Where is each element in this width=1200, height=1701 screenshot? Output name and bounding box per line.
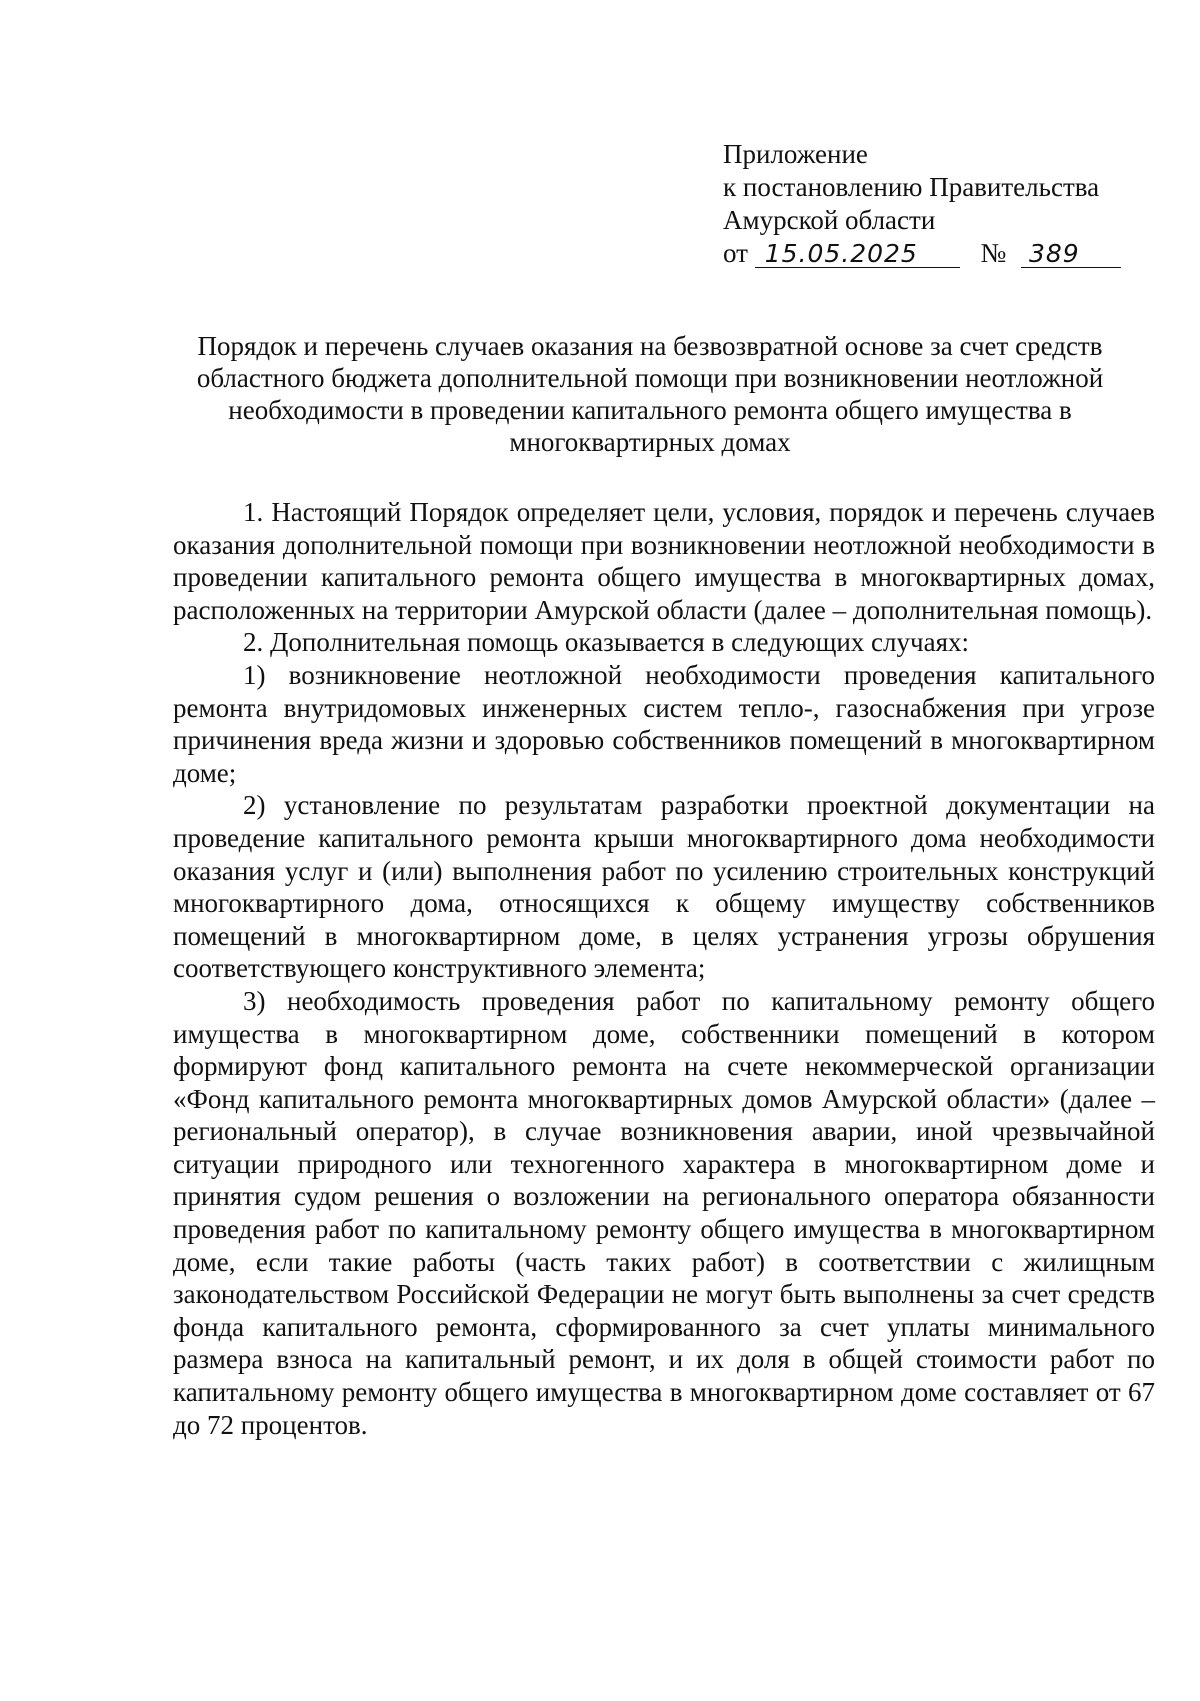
title-line-4: многоквартирных домах [509,427,791,457]
paragraph-case-1: 1) возникновение неотложной необходимости проведения капитального ремонта внутридомовых инженерных систем тепло-, газоснабжения при угрозе причинения вреда жизни и здоровью собственников помещений в многоквартирном доме; [173,659,1155,788]
handwritten-date: 15.05.2025 [755,241,960,268]
appendix-date-number-line [723,237,1121,270]
paragraph-2: 2. Дополнительная помощь оказывается в следующих случаях: [243,627,969,658]
appendix-reference: к постановлению Правительства [723,172,1100,202]
date-prefix: от [723,238,748,268]
title-line-3: необходимости в проведении капитального ремонта общего имущества в [228,395,1072,425]
appendix-header [723,138,1121,270]
paragraph-case-2: 2) установление по результатам разработки проектной документации на проведение капитального ремонта крыши многоквартирного дома необходимости оказания услуг и (или) выполнения работ по усилению строительных конструкций многоквартирного дома, относящихся к общему имуществу собственников помещений в многоквартирном доме, в целях устранения угрозы обрушения соответствующего конструктивного элемента; [173,790,1155,984]
paragraph-case-3: 3) необходимость проведения работ по капитальному ремонту общего имущества в многоквартирном доме, собственники помещений в котором формируют фонд капитального ремонта на счете некоммерческой организации «Фонд капитального ремонта многоквартирных домов Амурской области» (далее – региональный оператор), в случае возникновения аварии, иной чрезвычайной ситуации природного или техногенного характера в многоквартирном доме и принятия судом решения о возложении на регионального оператора обязанности проведения работ по капитальному ремонту общего имущества в многоквартирном доме, если такие работы (часть таких работ) в соответствии с жилищным законодательством Российской Федерации не могут быть выполнены за счет средств фонда капитального ремонта, сформированного за счет уплаты минимального размера взноса на капитальный ремонт, и их доля в общей стоимости работ по капитальному ремонту общего имущества в многоквартирном доме составляет от 67 до 72 процентов. [173,985,1155,1440]
title-line-2: областного бюджета дополнительной помощи при возникновении неотложной [196,363,1104,393]
number-sign: № [980,238,1007,268]
paragraph-1: 1. Настоящий Порядок определяет цели, условия, порядок и перечень случаев оказания дополнительной помощи при возникновении неотложной необходимости в проведении капитального ремонта общего имущества в многоквартирных домах, расположенных на территории Амурской области (далее – дополнительная помощь). [173,497,1155,625]
appendix-title: Приложение [723,139,868,169]
handwritten-number: 389 [1021,241,1121,268]
appendix-region: Амурской области [723,205,936,235]
title-line-1: Порядок и перечень случаев оказания на безвозвратной основе за счет средств [197,331,1103,361]
document-title [160,330,1140,458]
document-body [173,496,1155,1441]
